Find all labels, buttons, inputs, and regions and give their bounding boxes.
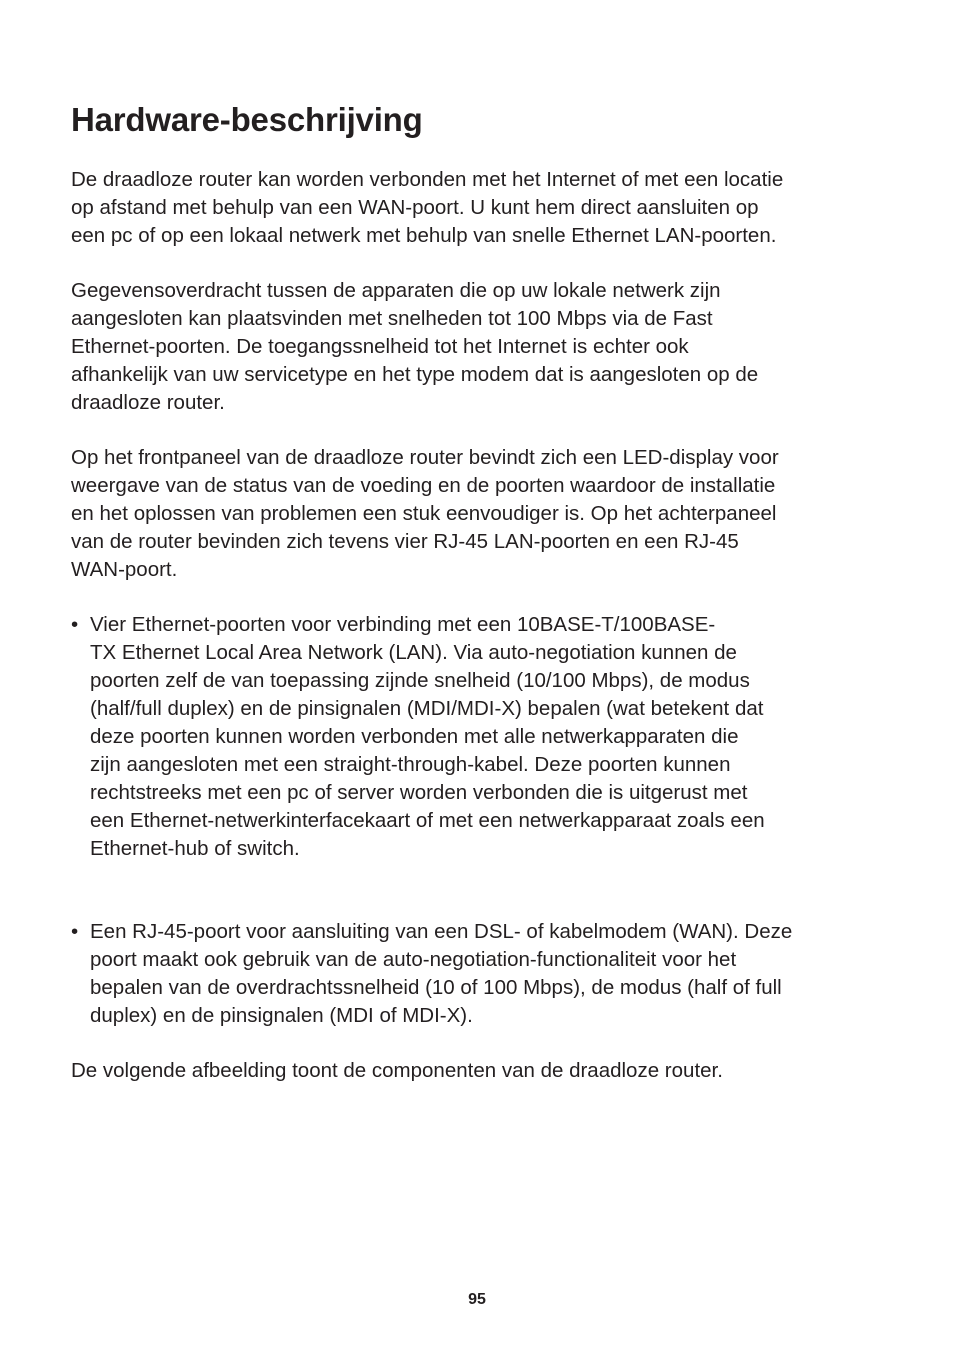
bullet-marker: • (71, 613, 79, 636)
page-number: 95 (468, 1291, 486, 1308)
bullet-text: Een RJ-45-poort voor aansluiting van een DSL- of kabelmodem (WAN). Deze poort maakt ook gebruik van de auto-negotiation-functionaliteit voor het bepalen van de overdrachtssnelheid (10 of 100 Mbps), de modus (half of full duplex) en de pinsignalen (MDI of MDI-X). (90, 920, 793, 1027)
paragraph-front-panel: Op het frontpaneel van de draadloze router bevindt zich een LED-display voor weergave van de status van de voeding en de poorten waardoor de installatie en het oplossen van problemen een stuk eenvoudiger is. Op het achterpaneel van de router bevinden zich tevens vier RJ-45 LAN-poorten en een RJ-45 WAN-poort. (71, 446, 779, 581)
page-title: Hardware-beschrijving (71, 101, 423, 138)
paragraph-closing: De volgende afbeelding toont de componenten van de draadloze router. (71, 1059, 723, 1082)
paragraph-intro: De draadloze router kan worden verbonden met het Internet of met een locatie op afstand met behulp van een WAN-poort. U kunt hem direct aansluiten op een pc of op een lokaal netwerk met behulp van snelle Ethernet LAN-poorten. (71, 168, 784, 247)
bullet-item-lan-ports (71, 611, 886, 863)
body-content (71, 166, 886, 1085)
bullet-text: Vier Ethernet-poorten voor verbinding met een 10BASE-T/100BASE- TX Ethernet Local Area Network (LAN). Via auto-negotiation kunnen de poorten zelf de van toepassing zijnde snelheid (10/100 Mbps), de modus (half/full duplex) en de pinsignalen (MDI/MDI-X) bepalen (wat betekent dat deze poorten kunnen worden verbonden met alle netwerkapparaten die zijn aangesloten met een straight-through-kabel. Deze poorten kunnen rechtstreeks met een pc of server worden verbonden die is uitgerust met een Ethernet-netwerkinterfacekaart of met een netwerkapparaat zoals een Ethernet-hub of switch. (90, 613, 765, 860)
bullet-item-wan-port (71, 918, 886, 1030)
bullet-marker: • (71, 920, 79, 943)
paragraph-data-transfer: Gegevensoverdracht tussen de apparaten die op uw lokale netwerk zijn aangesloten kan plaatsvinden met snelheden tot 100 Mbps via de Fast Ethernet-poorten. De toegangssnelheid tot het Internet is echter ook afhankelijk van uw servicetype en het type modem dat is aangesloten op de draadloze router. (71, 279, 759, 414)
